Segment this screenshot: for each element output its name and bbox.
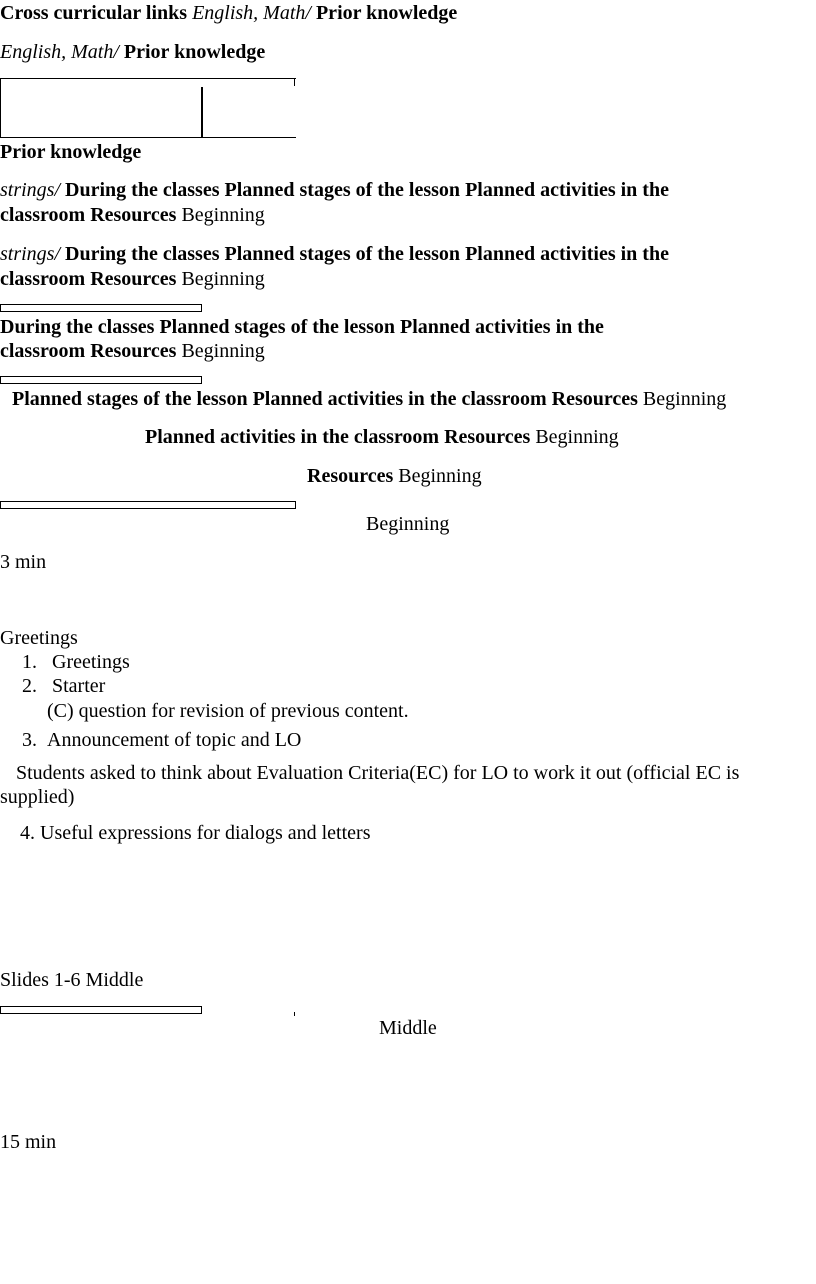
empty-cell-bar bbox=[0, 376, 202, 384]
during-classes-label: During the classes bbox=[65, 179, 220, 201]
slides-line: Slides 1-6 Middle bbox=[0, 969, 144, 991]
ec-paragraph: Students asked to think about Evaluation Criteria(EC) for LO to work it out (official EC is supplied) bbox=[0, 762, 740, 808]
cell-divider bbox=[201, 87, 203, 137]
step-item-2-detail: (C) question for revision of previous content. bbox=[47, 700, 409, 722]
strings-line-1a: strings/ During the classes Planned stages of the lesson Planned activities in the bbox=[0, 179, 669, 201]
empty-cell-bar bbox=[0, 501, 296, 509]
resources-label: Resources bbox=[90, 204, 177, 226]
step-item-4: 4. Useful expressions for dialogs and letters bbox=[20, 822, 371, 844]
strings-line-2a: strings/ During the classes Planned stages of the lesson Planned activities in the bbox=[0, 243, 669, 265]
step-item-1: 1. Greetings bbox=[22, 651, 130, 673]
during-classes-line-a: During the classes Planned stages of the lesson Planned activities in the bbox=[0, 316, 604, 338]
strings-text: strings bbox=[0, 179, 55, 201]
empty-cell-bar bbox=[0, 1006, 202, 1014]
cross-curricular-label: Cross curricular links bbox=[0, 2, 188, 24]
slash-text: / bbox=[113, 41, 119, 63]
step-item-2: 2. Starter bbox=[22, 675, 106, 697]
strings-line-2b: classroom Resources Beginning bbox=[0, 268, 265, 290]
prior-knowledge-heading: Prior knowledge bbox=[0, 141, 142, 163]
planned-stages-label: Planned stages of the lesson bbox=[224, 179, 461, 201]
beginning-heading: Beginning bbox=[366, 513, 450, 535]
middle-heading: Middle bbox=[379, 1017, 437, 1039]
time-3-min: 3 min bbox=[0, 551, 47, 573]
prior-knowledge-label: Prior knowledge bbox=[315, 2, 458, 24]
middle-label: Middle bbox=[85, 969, 144, 991]
subjects-line bbox=[0, 40, 265, 64]
greetings-intro: Greetings bbox=[0, 627, 78, 649]
planned-stages-line: Planned stages of the lesson Planned activities in the classroom Resources Beginning bbox=[12, 388, 727, 410]
empty-table-cells bbox=[0, 78, 296, 138]
during-classes-line-b: classroom Resources Beginning bbox=[0, 340, 265, 362]
empty-cell-bar bbox=[0, 304, 202, 312]
cross-curricular-line-1 bbox=[0, 1, 457, 25]
beginning-label: Beginning bbox=[181, 204, 265, 226]
resources-line: Resources Beginning bbox=[307, 465, 482, 487]
subjects-text: English, Math bbox=[192, 2, 306, 24]
time-15-min: 15 min bbox=[0, 1131, 57, 1153]
strings-line-1b: classroom Resources Beginning bbox=[0, 204, 265, 226]
cell-edge bbox=[294, 1012, 295, 1016]
step-item-3: 3. Announcement of topic and LO bbox=[22, 729, 302, 751]
planned-activities-line: Planned activities in the classroom Resources Beginning bbox=[145, 426, 619, 448]
slash-text: / bbox=[305, 2, 311, 24]
subjects-text: English, Math bbox=[0, 41, 114, 63]
planned-activities-label: Planned activities in the bbox=[465, 179, 669, 201]
prior-knowledge-label: Prior knowledge bbox=[123, 41, 266, 63]
cell-edge bbox=[294, 78, 295, 86]
